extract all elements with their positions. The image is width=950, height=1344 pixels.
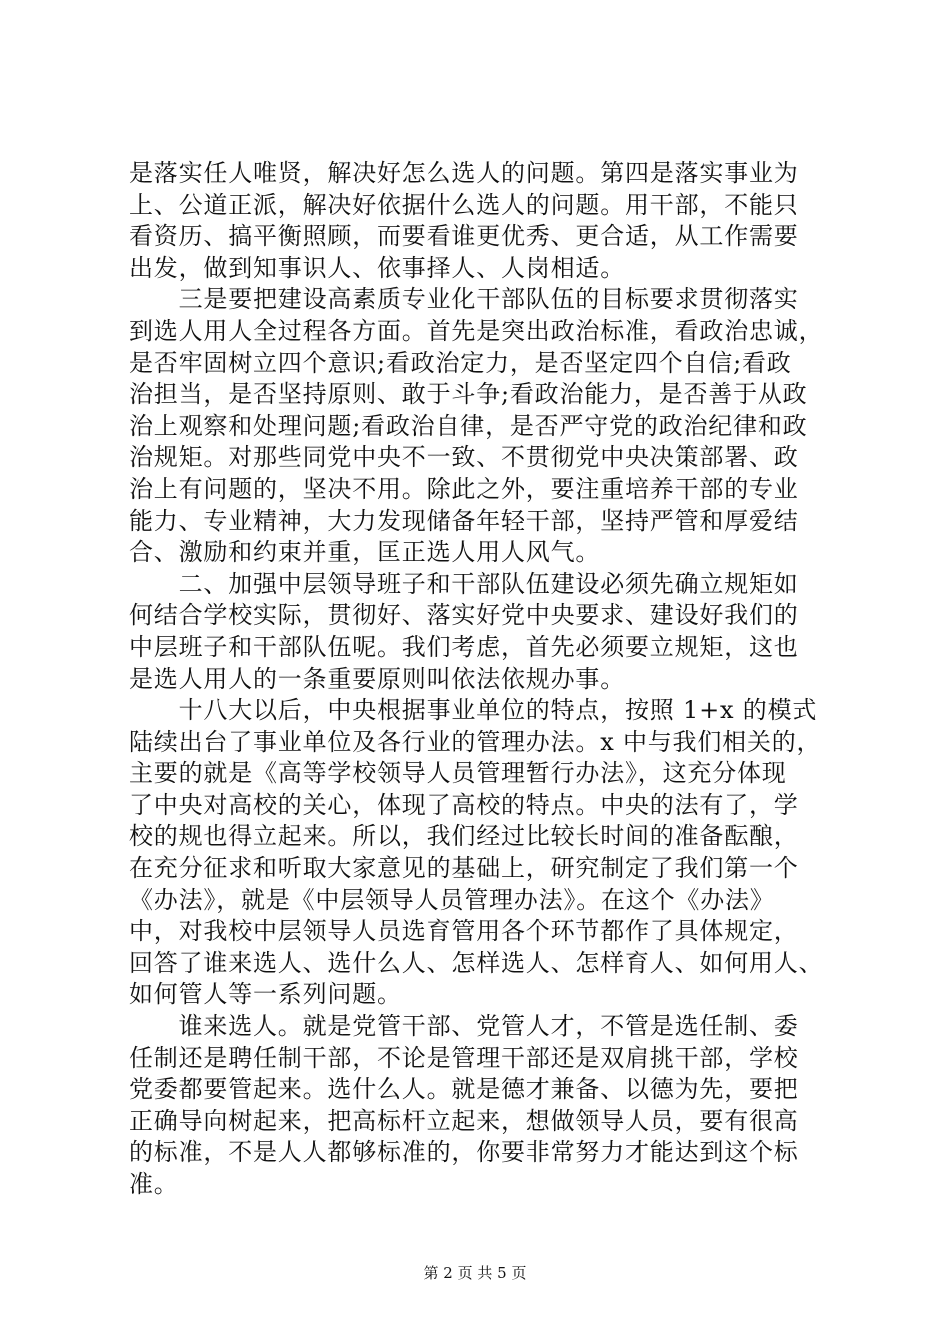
text-line: 谁来选人。就是党管干部、党管人才，不管是选任制、委 (129, 1012, 799, 1041)
text-line: 主要的就是《高等学校领导人员管理暂行办法》，这充分体现 (129, 759, 787, 788)
text-line: 看资历、搞平衡照顾，而要看谁更优秀、更合适，从工作需要 (129, 222, 799, 251)
text-line: 合、激励和约束并重，匡正选人用人风气。 (129, 538, 601, 567)
text-line: 的标准，不是人人都够标准的，你要非常努力才能达到这个标 (129, 1138, 799, 1167)
text-line: 到选人用人全过程各方面。首先是突出政治标准，看政治忠诚， (129, 316, 824, 345)
text-line: 正确导向树起来，把高标杆立起来，想做领导人员，要有很高 (129, 1106, 799, 1135)
text-line: 出发，做到知事识人、依事择人、人岗相适。 (129, 253, 625, 282)
text-line: 二、加强中层领导班子和干部队伍建设必须先确立规矩如 (129, 569, 799, 598)
text-line: 党委都要管起来。选什么人。就是德才兼备、以德为先，要把 (129, 1075, 799, 1104)
text-line: 治担当，是否坚持原则、敢于斗争;看政治能力，是否善于从政 (129, 380, 808, 409)
text-line: 中，对我校中层领导人员选育管用各个环节都作了具体规定， (129, 917, 799, 946)
text-line: 如何管人等一系列问题。 (129, 980, 402, 1009)
text-line: 治规矩。对那些同党中央不一致、不贯彻党中央决策部署、政 (129, 443, 799, 472)
text-line: 校的规也得立起来。所以，我们经过比较长时间的准备酝酿， (129, 822, 799, 851)
text-line: 是落实任人唯贤，解决好怎么选人的问题。第四是落实事业为 (129, 159, 799, 187)
text-line: 任制还是聘任制干部，不论是管理干部还是双肩挑干部，学校 (129, 1043, 799, 1072)
text-line: 了中央对高校的关心，体现了高校的特点。中央的法有了，学 (129, 790, 799, 819)
text-line: 上、公道正派，解决好依据什么选人的问题。用干部，不能只 (129, 190, 799, 219)
page-number-footer: 第 2 页 共 5 页 (423, 1264, 527, 1282)
text-line: 准。 (129, 1170, 179, 1198)
text-line: 十八大以后，中央根据事业单位的特点，按照 1+x 的模式 (129, 696, 818, 725)
text-line: 能力、专业精神，大力发现储备年轻干部，坚持严管和厚爱结 (129, 506, 799, 535)
document-body (129, 158, 829, 1201)
text-line: 中层班子和干部队伍呢。我们考虑，首先必须要立规矩，这也 (129, 632, 799, 661)
text-line: 《办法》，就是《中层领导人员管理办法》。在这个《办法》 (129, 885, 775, 914)
text-line: 是选人用人的一条重要原则叫依法依规办事。 (129, 664, 625, 693)
text-line: 在充分征求和听取大家意见的基础上，研究制定了我们第一个 (129, 854, 799, 883)
text-line: 何结合学校实际，贯彻好、落实好党中央要求、建设好我们的 (129, 601, 799, 630)
text-line: 是否牢固树立四个意识;看政治定力，是否坚定四个自信;看政 (129, 348, 792, 377)
text-line: 治上有问题的，坚决不用。除此之外，要注重培养干部的专业 (129, 474, 799, 503)
text-line: 陆续出台了事业单位及各行业的管理办法。x 中与我们相关的， (129, 727, 822, 756)
text-line: 回答了谁来选人、选什么人、怎样选人、怎样育人、如何用人、 (129, 948, 824, 977)
text-line: 治上观察和处理问题;看政治自律，是否严守党的政治纪律和政 (129, 411, 808, 440)
text-line: 三是要把建设高素质专业化干部队伍的目标要求贯彻落实 (129, 285, 799, 314)
